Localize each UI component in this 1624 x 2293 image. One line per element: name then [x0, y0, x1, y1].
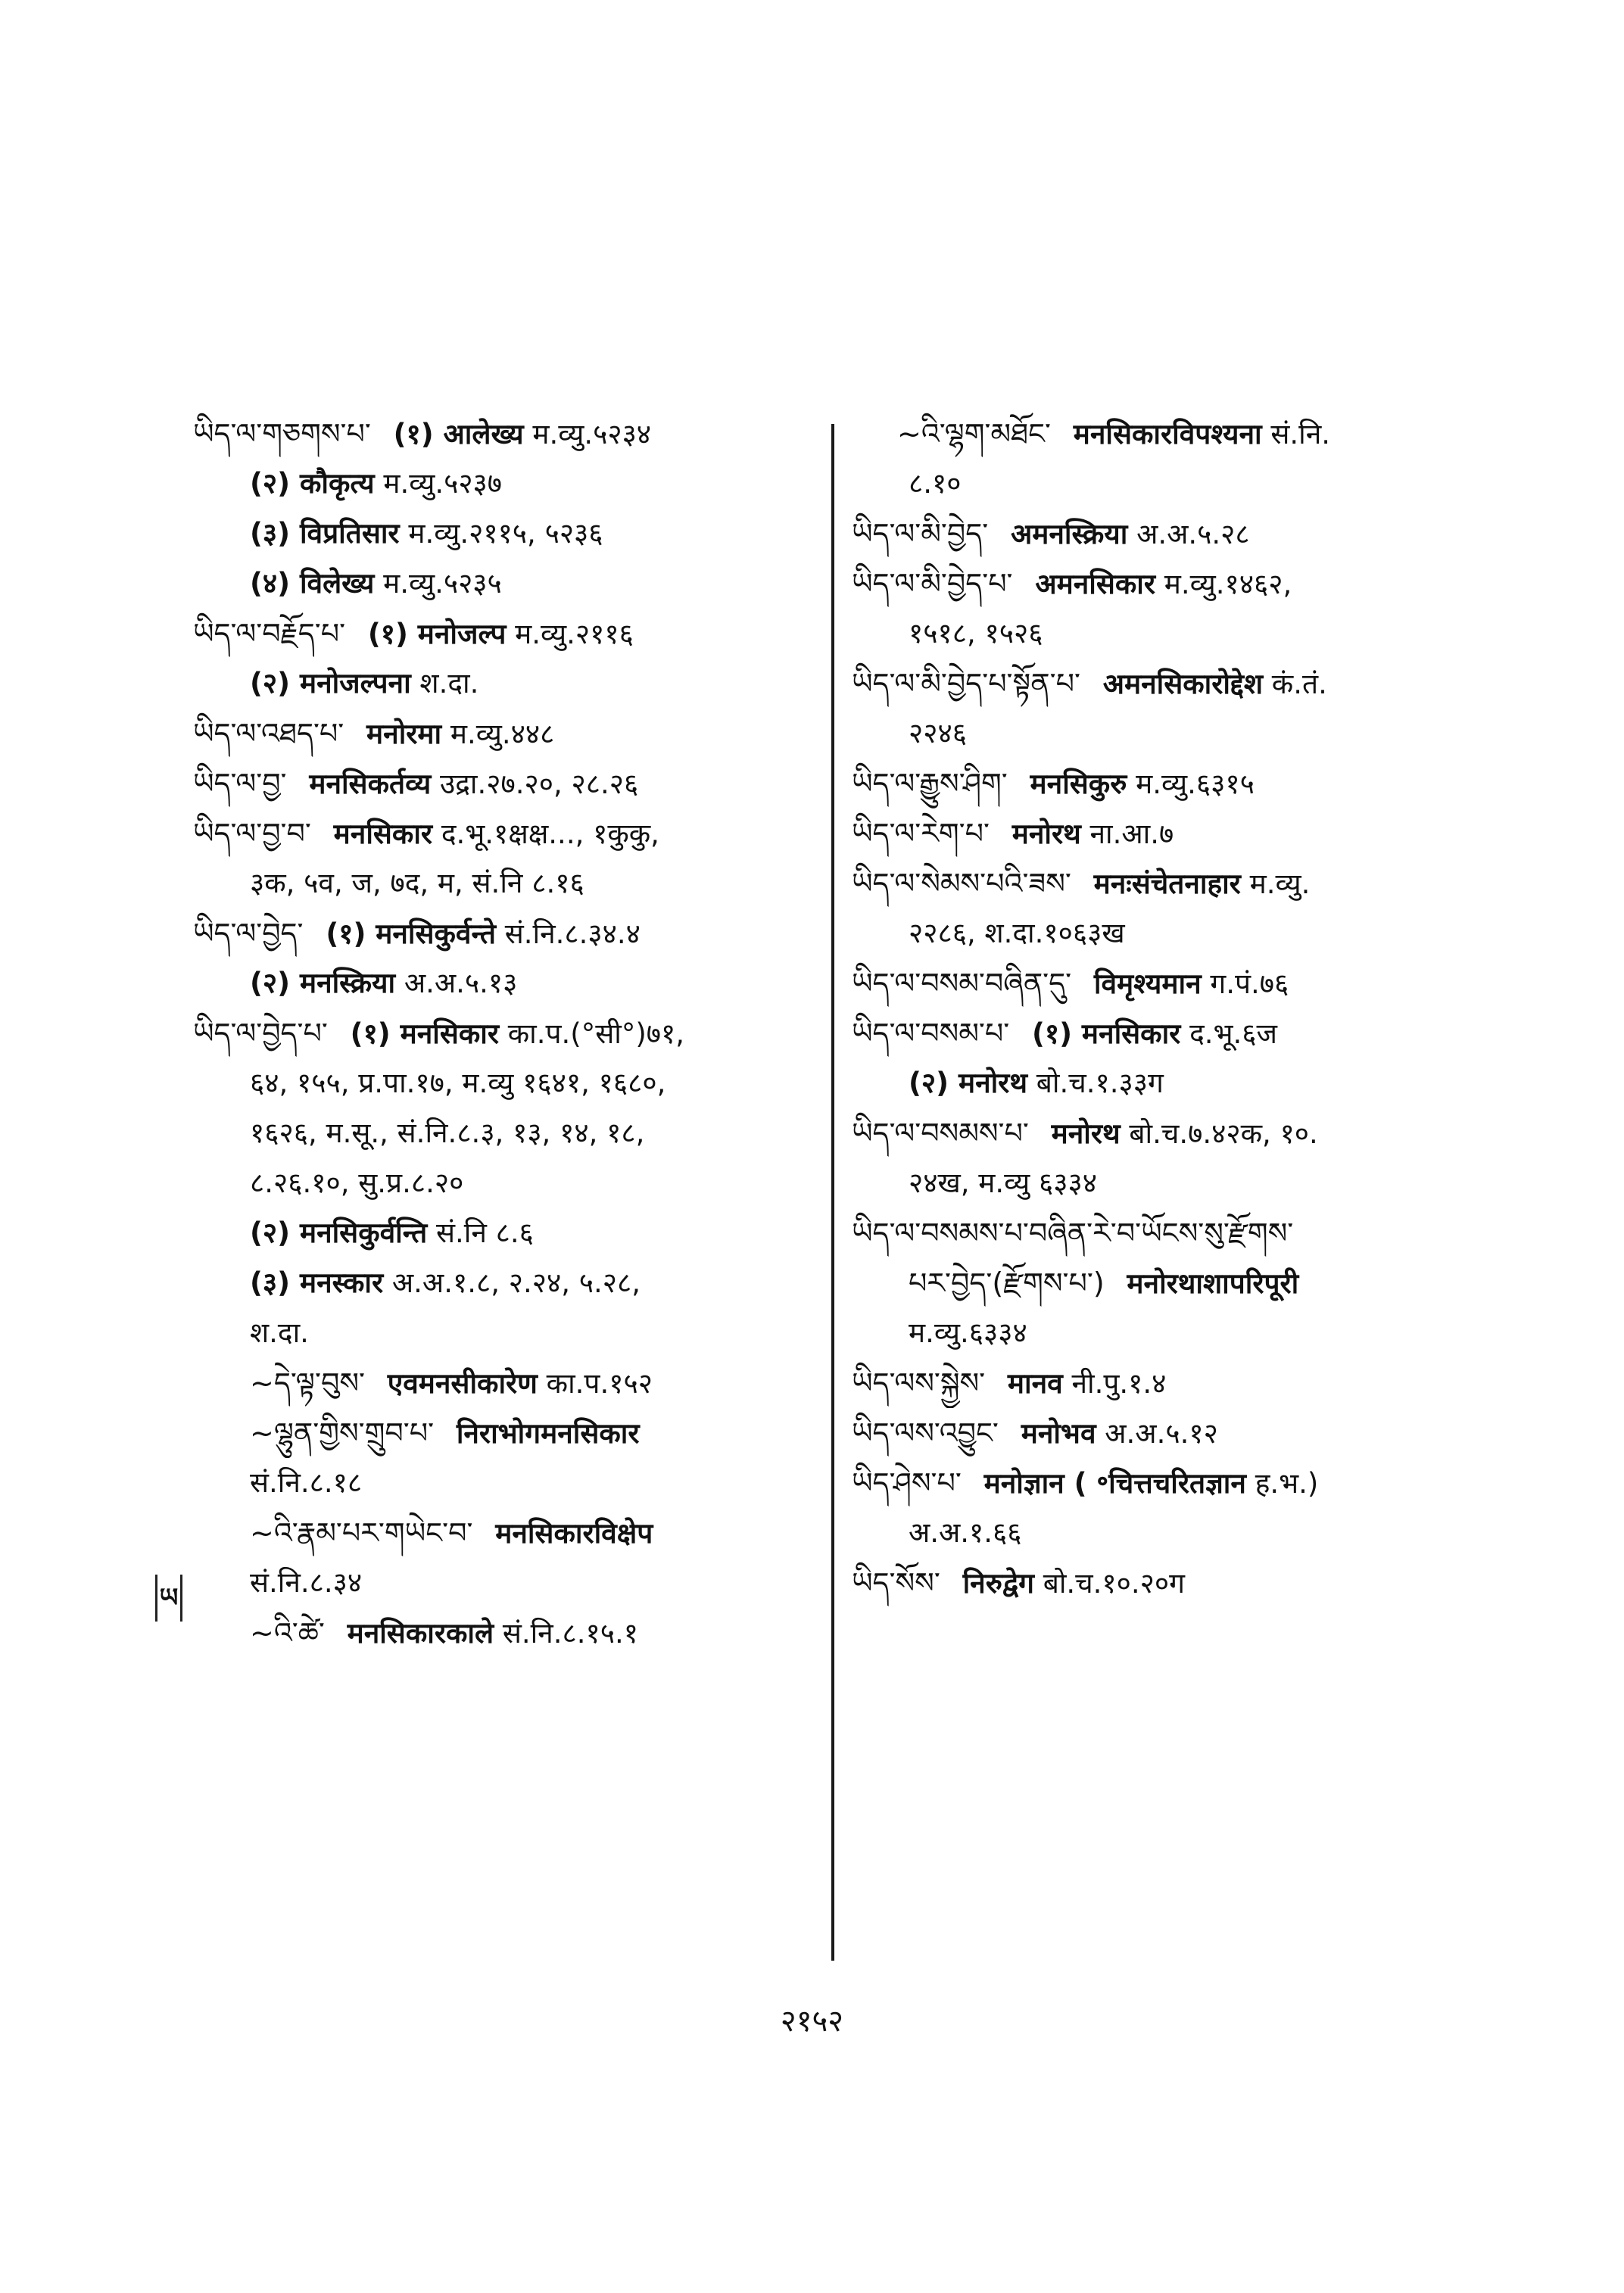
sanskrit-equivalent: अमनसिकार — [1035, 568, 1155, 600]
dictionary-entry-line — [193, 1608, 814, 1658]
dictionary-entry-line — [193, 1008, 814, 1058]
sanskrit-equivalent: मनसिकारकाले — [347, 1617, 494, 1650]
side-tab-mark: ཡ — [155, 1575, 182, 1622]
dictionary-entry-line — [852, 808, 1427, 858]
dictionary-entry-line — [852, 958, 1427, 1008]
source-reference: म.व्यु.५२३५ — [383, 567, 502, 600]
source-reference: म.व्यु.६३३४ — [909, 1316, 1027, 1349]
dictionary-entry-line — [193, 759, 814, 808]
sanskrit-equivalent: (२) मनस्क्रिया — [250, 967, 396, 999]
source-reference: बो.च.१.३३ग — [1036, 1067, 1164, 1099]
tibetan-headword: ཡིད་ལ་གཅགས་པ་ — [193, 417, 371, 450]
tibetan-headword: པར་བྱེད་(རྫོགས་པ་) — [909, 1266, 1105, 1300]
source-reference: सं.नि.८.१८ — [250, 1466, 363, 1499]
source-reference: अ.अ.१.८, २.२४, ५.२८, — [391, 1266, 641, 1299]
dictionary-entry-line — [852, 908, 1427, 958]
source-reference: उद्रा.२७.२०, २८.२६ — [439, 768, 639, 800]
dictionary-entry-line — [193, 1458, 814, 1508]
dictionary-entry-line — [852, 1108, 1427, 1158]
source-reference: का.प.१५२ — [546, 1367, 653, 1400]
sanskrit-equivalent: अमनस्क्रिया — [1010, 518, 1128, 550]
sanskrit-equivalent: निराभोगमनसिकार — [456, 1417, 640, 1450]
tibetan-headword: ཡིད་ལ་བྱ་བ་ — [193, 817, 311, 850]
sanskrit-equivalent: मनोरथाशापरिपूरी — [1127, 1267, 1299, 1300]
source-reference: सं.नि.८.३४.४ — [504, 918, 641, 950]
tibetan-headword: ཡིད་ལ་སེམས་པའི་ཟས་ — [852, 867, 1071, 900]
source-reference: ३क, ५व, ज, ७द, म, सं.नि ८.१६ — [250, 867, 584, 899]
sanskrit-equivalent: (२) मनसिकुर्वन्ति — [250, 1217, 428, 1249]
tibetan-headword: ཡིད་ལ་མི་བྱེད་པ་ — [852, 567, 1013, 600]
dictionary-entry-line — [193, 858, 814, 908]
dictionary-entry-line — [193, 509, 814, 559]
dictionary-entry-line — [852, 1558, 1427, 1608]
sanskrit-equivalent: (१) मनसिकार — [350, 1017, 499, 1050]
dictionary-entry-line — [193, 1108, 814, 1158]
sanskrit-equivalent: (४) विलेख्य — [250, 567, 375, 600]
right-column — [852, 409, 1427, 1608]
source-reference: का.प.(°सी°)७१, — [507, 1017, 685, 1050]
source-reference: श.दा. — [419, 667, 479, 699]
source-reference: अ.अ.१.६६ — [909, 1516, 1022, 1549]
sanskrit-equivalent: (३) विप्रतिसार — [250, 517, 400, 550]
dictionary-entry-line — [852, 1208, 1427, 1258]
dictionary-entry-line — [852, 1308, 1427, 1358]
tibetan-headword: ཡིད་ལ་བསམ་བཞིན་དུ་ — [852, 967, 1072, 1000]
sanskrit-equivalent: मनोरमा — [366, 718, 442, 750]
source-reference: कं.तं. — [1271, 668, 1327, 700]
sanskrit-equivalent: मनःसंचेतनाहार — [1093, 868, 1241, 900]
source-reference: अ.अ.५.२८ — [1136, 518, 1250, 550]
dictionary-entry-line — [193, 1258, 814, 1308]
dictionary-entry-line — [193, 459, 814, 509]
dictionary-entry-line — [852, 509, 1427, 559]
dictionary-entry-line — [193, 609, 814, 659]
source-reference: बो.च.७.४२क, १०. — [1129, 1117, 1318, 1150]
source-reference: २४ख, म.व्यु ६३३४ — [909, 1167, 1097, 1199]
dictionary-entry-line — [852, 1408, 1427, 1458]
source-reference: सं.नि. — [1270, 418, 1331, 450]
source-reference: नी.पु.१.४ — [1071, 1367, 1167, 1400]
tibetan-headword: ཡིད་ཤེས་པ་ — [852, 1466, 962, 1500]
source-reference: ना.आ.७ — [1089, 818, 1174, 850]
dictionary-entry-line — [852, 1458, 1427, 1508]
source-reference: बो.च.१०.२०ग — [1043, 1567, 1185, 1600]
dictionary-entry-line — [852, 1258, 1427, 1308]
sanskrit-equivalent: अमनसिकारोद्देश — [1102, 668, 1264, 700]
dictionary-entry-line — [852, 459, 1427, 509]
source-reference: म.व्यु.२११५, ५२३६ — [408, 517, 603, 550]
source-reference: म.व्यु.५२३७ — [383, 467, 503, 500]
tibetan-headword: ཡིད་ལས་སྐྱེས་ — [852, 1366, 986, 1400]
sanskrit-equivalent: मनसिकार — [333, 818, 433, 850]
sanskrit-equivalent: निरुद्वेग — [962, 1567, 1034, 1600]
tibetan-headword: ཡིད་ལ་རེག་པ་ — [852, 817, 990, 850]
dictionary-entry-line — [193, 1558, 814, 1608]
source-reference: १५१८, १५२६ — [909, 617, 1043, 650]
dictionary-entry-line — [852, 759, 1427, 808]
tibetan-headword: ཡིད་ལ་བྱ་ — [193, 767, 287, 800]
source-reference: अ.अ.५.१३ — [404, 967, 518, 999]
dictionary-entry-line — [193, 559, 814, 609]
source-reference: २२८६, श.दा.१०६३ख — [909, 917, 1125, 949]
column-divider — [831, 424, 834, 1961]
dictionary-entry-line — [852, 1008, 1427, 1058]
source-reference: अ.अ.५.१२ — [1105, 1417, 1218, 1450]
tibetan-headword: ཡིད་ལ་རྒྱུས་ཤིག་ — [852, 767, 1008, 800]
sanskrit-equivalent: (१) मनसिकार — [1031, 1017, 1181, 1050]
tibetan-headword: ཡིད་ལ་བསམ་པ་ — [852, 1017, 1010, 1050]
sanskrit-equivalent: मानव — [1007, 1367, 1063, 1400]
dictionary-entry-line — [852, 409, 1427, 459]
sanskrit-equivalent: मनोज्ञान ( ॰चित्तचरितज्ञान — [983, 1467, 1246, 1500]
source-reference: म.व्यु.१४६२, — [1164, 568, 1292, 600]
dictionary-entry-line — [193, 1208, 814, 1258]
dictionary-entry-line — [852, 858, 1427, 908]
dictionary-entry-line — [193, 1358, 814, 1408]
dictionary-entry-line — [193, 808, 814, 858]
source-reference: ६४, १५५, प्र.पा.१७, म.व्यु १६४१, १६८०, — [250, 1067, 666, 1099]
sanskrit-equivalent: मनसिकारविपश्यना — [1073, 418, 1262, 450]
sanskrit-equivalent: (३) मनस्कार — [250, 1266, 384, 1299]
source-reference: श.दा. — [250, 1316, 309, 1349]
source-reference: १६२६, म.सू., सं.नि.८.३, १३, १४, १८, — [250, 1117, 645, 1149]
tibetan-headword: ཡིད་ལ་མི་བྱེད་པ་སྟོན་པ་ — [852, 667, 1080, 700]
dictionary-entry-line — [193, 659, 814, 709]
dictionary-entry-line — [852, 659, 1427, 709]
sanskrit-equivalent: (१) आलेख्य — [393, 418, 524, 450]
tibetan-headword: ~དེ་ལྟ་བུས་ — [250, 1366, 365, 1400]
source-reference: द.भू.६ज — [1189, 1017, 1277, 1050]
dictionary-entry-line — [852, 1508, 1427, 1558]
tibetan-headword: ཡིད་ལ་མི་བྱེད་ — [852, 517, 989, 550]
sanskrit-equivalent: मनोभव — [1021, 1417, 1096, 1450]
tibetan-headword: ~འི་རྣམ་པར་གཡེང་བ་ — [250, 1516, 473, 1550]
dictionary-entry-line — [193, 1408, 814, 1458]
source-reference: सं.नि ८.६ — [436, 1217, 534, 1249]
source-reference: म.व्यु.५२३४ — [532, 418, 652, 450]
tibetan-headword: ཡིད་ལ་བསམས་པ་བཞིན་རེ་བ་ཡོངས་སུ་རྫོགས་ — [852, 1217, 1294, 1250]
page-number: २१५२ — [780, 2004, 844, 2039]
sanskrit-equivalent: मनोरथ — [1051, 1117, 1121, 1150]
dictionary-entry-line — [852, 609, 1427, 659]
tibetan-headword: ཡིད་ལ་བརྗོད་པ་ — [193, 617, 346, 650]
sanskrit-equivalent: (१) मनसिकुर्वन्ते — [326, 918, 496, 950]
dictionary-entry-line — [193, 958, 814, 1008]
source-reference: म.व्यु.४४८ — [450, 718, 555, 750]
sanskrit-equivalent: मनसिकुरु — [1030, 768, 1127, 800]
source-reference: सं.नि.८.१५.१ — [502, 1617, 638, 1650]
tibetan-headword: ~འི་ལྷག་མཐོང་ — [897, 417, 1051, 450]
source-reference: म.व्यु.६३१५ — [1136, 768, 1255, 800]
sanskrit-equivalent: (२) मनोजल्पना — [250, 667, 411, 699]
sanskrit-equivalent: मनोरथ — [1011, 818, 1081, 850]
source-reference: सं.नि.८.३४ — [250, 1566, 363, 1599]
tibetan-headword: ཡིད་སོས་ — [852, 1566, 940, 1600]
source-reference: ८.१० — [909, 467, 962, 500]
dictionary-entry-line — [852, 1058, 1427, 1108]
tibetan-headword: ཡིད་ལ་བྱེད་པ་ — [193, 1017, 328, 1050]
dictionary-entry-line — [193, 409, 814, 459]
source-reference: ग.पं.७६ — [1210, 967, 1289, 1000]
dictionary-entry-line — [193, 1158, 814, 1208]
dictionary-entry-line — [852, 709, 1427, 759]
dictionary-entry-line — [193, 908, 814, 958]
sanskrit-equivalent: मनसिकारविक्षेप — [495, 1517, 653, 1550]
dictionary-entry-line — [193, 1308, 814, 1358]
dictionary-entry-line — [852, 1158, 1427, 1208]
tibetan-headword: ཡིད་ལ་བསམས་པ་ — [852, 1117, 1029, 1150]
tibetan-headword: ཡིད་ལས་འབྱུང་ — [852, 1416, 999, 1450]
sanskrit-equivalent: एवमनसीकारेण — [387, 1367, 538, 1400]
tibetan-headword: ཡིད་ལ་བྱེད་ — [193, 917, 304, 950]
tibetan-headword: ཡིད་ལ་འཐད་པ་ — [193, 717, 344, 750]
dictionary-entry-line — [193, 709, 814, 759]
source-reference: म.व्यु.२११६ — [515, 618, 634, 650]
sanskrit-equivalent: विमृश्यमान — [1093, 967, 1202, 1000]
sanskrit-equivalent: (२) कौकृत्य — [250, 467, 375, 500]
tibetan-headword: ~འི་ཚེ་ — [250, 1616, 325, 1650]
sanskrit-equivalent: (१) मनोजल्प — [367, 618, 507, 650]
source-reference: म.व्यु. — [1249, 868, 1311, 900]
dictionary-entry-line — [193, 1058, 814, 1108]
left-column — [193, 409, 814, 1658]
sanskrit-equivalent: (२) मनोरथ — [909, 1067, 1027, 1099]
dictionary-entry-line — [193, 1508, 814, 1558]
sanskrit-equivalent: मनसिकर्तव्य — [309, 768, 432, 800]
dictionary-entry-line — [852, 1358, 1427, 1408]
source-reference: २२४६ — [909, 717, 967, 749]
dictionary-entry-line — [852, 559, 1427, 609]
source-reference: ह.भ.) — [1255, 1467, 1319, 1500]
tibetan-headword: ~ལྷུན་གྱིས་གྲུབ་པ་ — [250, 1416, 435, 1450]
source-reference: ८.२६.१०, सु.प्र.८.२० — [250, 1167, 464, 1199]
source-reference: द.भू.१क्षक्ष..., १कुकु, — [441, 818, 659, 850]
